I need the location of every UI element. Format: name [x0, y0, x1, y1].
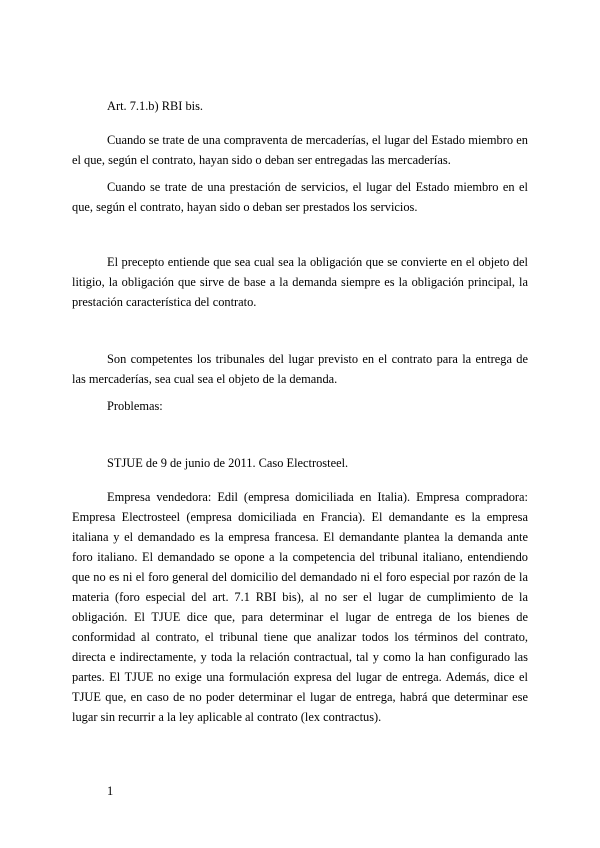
paragraph-goods-sale: Cuando se trate de una compraventa de mercaderías, el lugar del Estado miembro en el que, según el contrato, hayan sido o deban ser entregadas las mercaderías.	[72, 133, 528, 167]
case-description: Empresa vendedora: Edil (empresa domiciliada en Italia). Empresa compradora: Empresa Electrosteel (empresa domiciliada en Francia). El demandante es la empresa italiana y el demandado es la empresa francesa. El demandante plantea la demanda ante foro italiano. El demandado se opone a la competencia del tribunal italiano, entendiendo que no es ni el foro general del domicilio del demandado ni el foro especial por razón de la materia (foro especial del art. 7.1 RBI bis), al no ser el lugar de cumplimiento de la obligación. El TJUE dice que, para determinar el lugar de entrega de los bienes de conformidad al contrato, el tribunal tiene que analizar todos los términos del contrato, directa e indirectamente, y toda la relación contractual, tal y como la han configurado las partes. El TJUE no exige una formulación expresa del lugar de entrega. Además, dice el TJUE que, en caso de no poder determinar el lugar de entrega, habrá que determinar ese lugar sin recurrir a la ley aplicable al contrato (lex contractus).	[72, 490, 528, 724]
problems-heading: Problemas:	[107, 399, 163, 413]
document-body	[72, 96, 528, 727]
paragraph-principal-obligation: El precepto entiende que sea cual sea la obligación que se convierte en el objeto del litigio, la obligación que sirve de base a la demanda siempre es la obligación principal, la prestación característica del contrato.	[72, 255, 528, 309]
page-number: 1	[107, 784, 114, 798]
paragraph-competent-courts: Son competentes los tribunales del lugar previsto en el contrato para la entrega de las mercaderías, sea cual sea el objeto de la demanda.	[72, 352, 528, 386]
case-title: STJUE de 9 de junio de 2011. Caso Electrosteel.	[107, 456, 349, 470]
paragraph-services: Cuando se trate de una prestación de servicios, el lugar del Estado miembro en el que, según el contrato, hayan sido o deban ser prestados los servicios.	[72, 180, 528, 214]
article-reference: Art. 7.1.b) RBI bis.	[107, 99, 204, 113]
